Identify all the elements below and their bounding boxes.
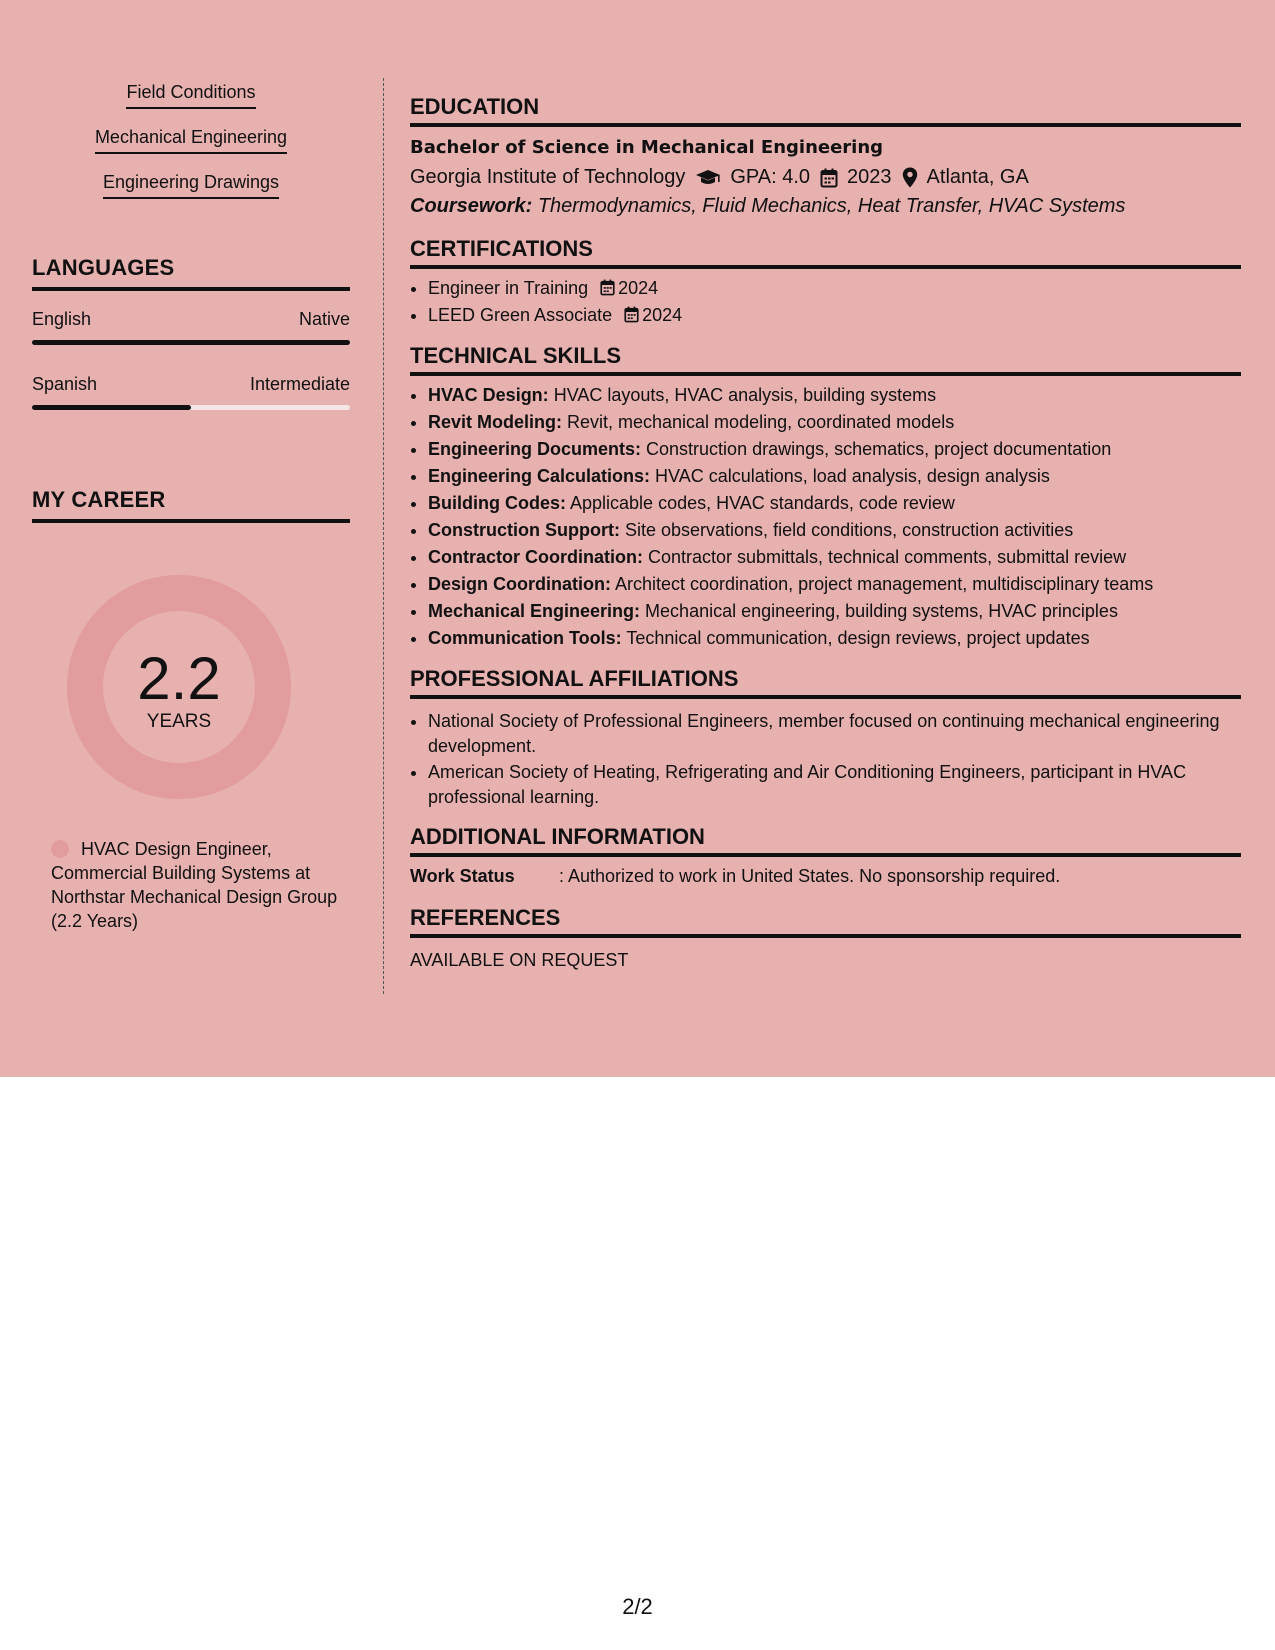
skill-text: Technical communication, design reviews, project updates [621,628,1090,648]
affiliations-list [410,709,1241,810]
graduation-cap-icon [695,169,721,187]
sidebar [32,80,350,931]
certification-item [428,275,1241,302]
career-heading: MY CAREER [32,487,350,523]
skill-text: Revit, mechanical modeling, coordinated models [562,412,955,432]
affiliations-heading: PROFESSIONAL AFFILIATIONS [410,666,1241,699]
skill-label: Contractor Coordination: [428,547,643,567]
career-years-unit: YEARS [146,711,212,732]
skills-heading: TECHNICAL SKILLS [410,343,1241,376]
certification-item [428,302,1241,329]
skill-item [428,598,1241,625]
skill-text: Site observations, field conditions, construction activities [619,520,1074,540]
career-years: 2.2 [137,645,221,712]
language-level: Intermediate [249,374,350,394]
affiliation-item: • American Society of Heating, Refrigerating and Air Conditioning Engineers, participant in HVAC professional learning. [428,760,1241,810]
skill-item [428,571,1241,598]
career-years-ring [67,575,291,799]
main-content [410,94,1241,971]
skill-label: Communication Tools: [428,628,622,648]
language-bar-fill [32,340,350,345]
language-name: English [32,309,92,329]
skill-label: Design Coordination: [428,574,611,594]
career-dot-icon [51,840,69,858]
school-name: Georgia Institute of Technology [410,166,686,188]
skill-text: Construction drawings, schematics, project documentation [641,439,1112,459]
tag-item: Mechanical Engineering [95,125,287,154]
work-status-value: : Authorized to work in United States. No sponsorship required. [559,866,1061,886]
skill-label: Construction Support: [428,520,620,540]
certifications-heading: CERTIFICATIONS [410,236,1241,269]
calendar-icon [600,279,615,296]
calendar-icon [820,168,838,188]
language-item [32,374,350,410]
language-level: Native [298,309,350,329]
skill-item [428,490,1241,517]
gpa: GPA: 4.0 [730,166,811,188]
school-location: Atlanta, GA [926,166,1029,188]
coursework-list: Thermodynamics, Fluid Mechanics, Heat Transfer, HVAC Systems [537,195,1126,217]
skill-item [428,625,1241,652]
language-bar [32,405,350,410]
education-meta [410,166,1241,189]
certification-year: 2024 [642,305,683,325]
skill-item [428,544,1241,571]
coursework [410,195,1241,218]
certification-name: LEED Green Associate [428,305,613,325]
skill-label: Engineering Calculations: [428,466,651,486]
degree-title: Bachelor of Science in Mechanical Engineering [410,137,884,158]
skill-text: Mechanical engineering, building systems, HVAC principles [640,601,1118,621]
tag-item: Field Conditions [126,80,255,109]
map-pin-icon [902,167,918,188]
skill-text: HVAC layouts, HVAC analysis, building systems [548,385,937,405]
work-status-label: Work Status [410,866,515,886]
calendar-icon [624,306,639,323]
tag-item: Engineering Drawings [103,170,279,199]
skill-label: HVAC Design: [428,385,549,405]
language-bar-fill [32,405,191,410]
skill-text: HVAC calculations, load analysis, design analysis [650,466,1050,486]
references-text: AVAILABLE ON REQUEST [410,950,629,970]
work-status-row [410,866,1241,887]
language-bar [32,340,350,345]
education-heading: EDUCATION [410,94,1241,127]
career-item [51,837,341,933]
skills-list [410,382,1241,652]
graduation-year: 2023 [847,166,892,188]
skill-label: Mechanical Engineering: [428,601,641,621]
career-item-text: HVAC Design Engineer, Commercial Building Systems at Northstar Mechanical Design Group (2.2 Years) [51,839,338,931]
affiliation-item: • National Society of Professional Engineers, member focused on continuing mechanical engineering development. [428,709,1241,759]
certification-year: 2024 [618,278,659,298]
additional-info-heading: ADDITIONAL INFORMATION [410,824,1241,857]
language-item [32,309,350,345]
page-number: 2/2 [622,1594,653,1619]
skill-text: Applicable codes, HVAC standards, code review [566,493,955,513]
skill-item [428,409,1241,436]
skill-item [428,382,1241,409]
certifications-list [410,275,1241,329]
skill-label: Building Codes: [428,493,566,513]
skill-label: Revit Modeling: [428,412,562,432]
column-divider [383,78,384,994]
certification-name: Engineer in Training [428,278,589,298]
tag-list [32,80,350,215]
languages-heading: LANGUAGES [32,255,350,291]
skill-label: Engineering Documents: [428,439,642,459]
skill-text: Contractor submittals, technical comments, submittal review [642,547,1127,567]
coursework-label: Coursework: [410,195,533,217]
skill-item [428,463,1241,490]
skill-item [428,436,1241,463]
skill-text: Architect coordination, project management, multidisciplinary teams [611,574,1154,594]
references-heading: REFERENCES [410,905,1241,938]
language-name: Spanish [32,374,98,394]
skill-item [428,517,1241,544]
